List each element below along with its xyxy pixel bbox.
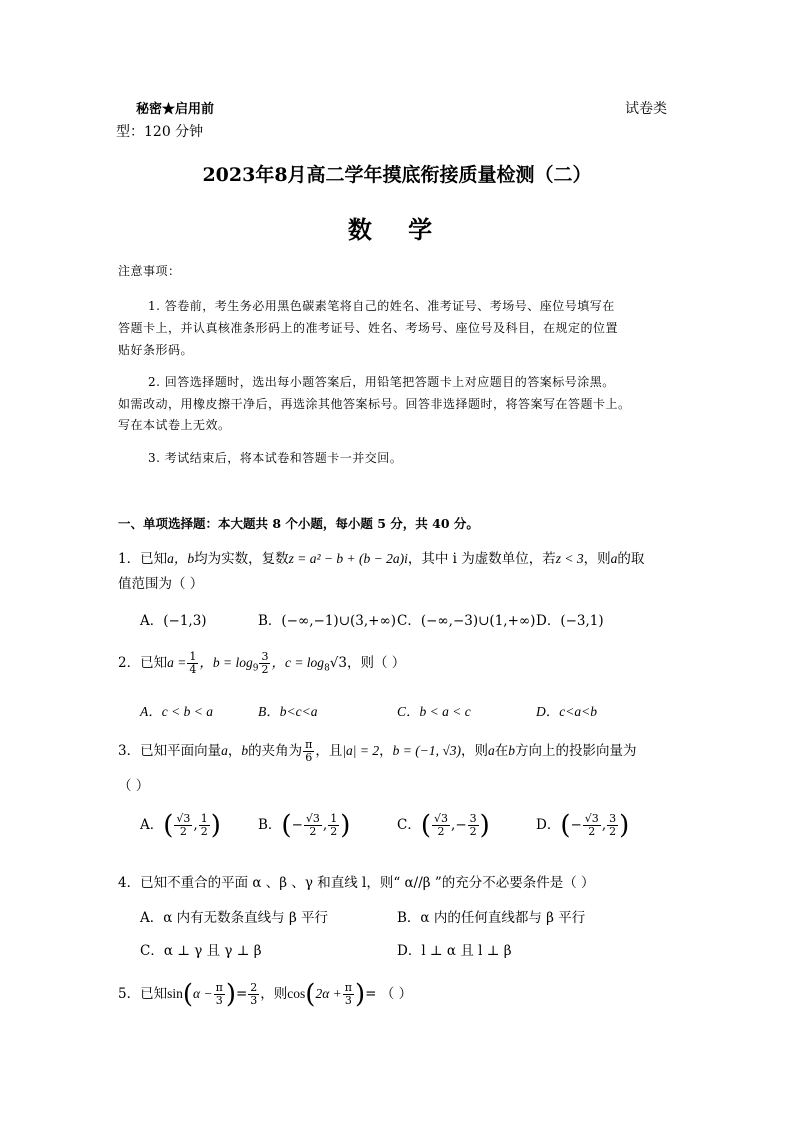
q3-vector-a-2: a bbox=[488, 743, 495, 758]
q1-expr: z = a² − b + (b − 2a)i bbox=[288, 551, 408, 566]
q3-vector-b: b bbox=[241, 743, 249, 758]
q1-var2: a bbox=[610, 551, 618, 566]
q5-arg2: 2α + bbox=[315, 986, 342, 1001]
note-1-line-1: 1. 答卷前，考生务必用黑色碳素笔将自己的姓名、准考证号、考场号、座位号填写在 bbox=[148, 299, 615, 313]
q3-b-value: b = (−1, √3) bbox=[392, 743, 461, 758]
q1-option-a[interactable]: A．(−1,3) bbox=[140, 613, 207, 629]
q5-eq: = bbox=[235, 986, 248, 1002]
q5-pi-fraction-1: $\frac{\pi}{3}$ bbox=[215, 981, 223, 1007]
q2-b-expr: ，b = log bbox=[199, 655, 253, 670]
note-2-line-1: 2. 回答选择题时，选出每小题答案后，用铅笔把答题卡上对应题目的答案标号涂黑。 bbox=[148, 375, 615, 389]
q3-option-c[interactable]: C．( $\frac{√3}{2}$ ,− $\frac{3}{2}$ ) bbox=[397, 810, 490, 841]
q4-option-c[interactable]: C．α ⊥ γ 且 γ ⊥ β bbox=[140, 943, 262, 959]
q1-tail: 的取 bbox=[617, 551, 645, 567]
q1-pre: 1．已知 bbox=[118, 551, 168, 567]
q3-mid2: ，且 bbox=[315, 743, 343, 759]
q4-option-a[interactable]: A．α 内有无数条直线与 β 平行 bbox=[140, 910, 329, 926]
q1-mid3: ，则 bbox=[583, 551, 611, 567]
q5-value-fraction: $\frac{2}{3}$ bbox=[250, 981, 258, 1007]
note-2-line-2: 如需改动，用橡皮擦干净后，再选涂其他答案标号。回答非选择题时，将答案写在答题卡上。 bbox=[118, 397, 631, 411]
q3-norm: |a| = 2 bbox=[342, 743, 380, 758]
q2-a-num: 1 bbox=[189, 650, 197, 663]
q1-mid2: ，其中 i 为虚数单位，若 bbox=[407, 551, 556, 567]
question-5-stem: 5．已知sin(α − $\frac{\pi}{3}$ )= $\frac{2}{3}$ ，则cos(2α + $\frac{\pi}{3}$ )= （ ） bbox=[118, 979, 413, 1010]
note-2-line-3: 写在本试卷上无效。 bbox=[118, 418, 231, 432]
q2-option-a[interactable]: A．c < b < a bbox=[140, 704, 213, 719]
q5-pre: 5．已知 bbox=[118, 986, 168, 1002]
q2-c-base: 8 bbox=[324, 663, 330, 674]
q3-mid4: ，则 bbox=[461, 743, 488, 759]
question-3-stem-line-2: （ ） bbox=[118, 778, 150, 794]
q2-c-arg: √3 bbox=[329, 655, 347, 671]
q5-tail: = （ ） bbox=[365, 986, 413, 1002]
q2-option-d[interactable]: D．c<a<b bbox=[536, 704, 597, 719]
q3-mid3: ， bbox=[379, 743, 393, 759]
question-4-stem: 4．已知不重合的平面 α 、β 、γ 和直线 l，则“ α//β ”的充分不必要条件是（ ） bbox=[118, 875, 595, 891]
q5-arg1: α − bbox=[193, 986, 213, 1001]
q3-vector-b-2: b bbox=[508, 743, 515, 758]
q2-a-den: 4 bbox=[189, 663, 197, 676]
q2-a-fraction bbox=[187, 651, 198, 676]
notes-heading: 注意事项： bbox=[118, 264, 181, 278]
q2-b-fraction bbox=[259, 651, 270, 676]
note-1-line-2: 答题卡上，并认真核准条形码上的准考证号、姓名、考场号、座位号及科目，在规定的位置 bbox=[118, 321, 619, 335]
q2-c-expr: ，c = log bbox=[271, 655, 325, 670]
question-3-stem bbox=[118, 736, 637, 766]
q3-angle-fraction bbox=[303, 739, 314, 764]
q3-mid1: 的夹角为 bbox=[248, 743, 303, 759]
q2-b-den: 2 bbox=[261, 663, 269, 676]
q3-pre: 3．已知平面向量 bbox=[118, 743, 222, 759]
q1-mid1: 均为实数，复数 bbox=[194, 551, 289, 567]
q2-b-base: 9 bbox=[252, 663, 259, 674]
q4-option-b[interactable]: B．α 内的任何直线都与 β 平行 bbox=[397, 910, 586, 926]
question-2-stem bbox=[118, 648, 405, 684]
q1-option-b[interactable]: B．(−∞,−1)∪(3,+∞) bbox=[258, 613, 396, 629]
q5-cos: cos bbox=[287, 986, 306, 1001]
q3-vector-a: a bbox=[221, 743, 228, 758]
question-1-stem bbox=[118, 547, 644, 567]
q3-option-d[interactable]: D．(− $\frac{√3}{2}$ , $\frac{3}{2}$ ) bbox=[536, 810, 630, 841]
question-1-stem-line-2: 值范围为（ ） bbox=[118, 576, 204, 592]
q2-tail: ，则（ ） bbox=[347, 655, 406, 671]
q3-sep: ， bbox=[227, 743, 242, 759]
exam-title: 2023年8月高二学年摸底衔接质量检测（二） bbox=[202, 164, 592, 186]
q3-mid5: 在 bbox=[494, 743, 509, 759]
note-1-line-3: 贴好条形码。 bbox=[118, 343, 194, 357]
note-3-line-1: 3. 考试结束后，将本试卷和答题卡一并交回。 bbox=[148, 451, 403, 465]
q5-mid: ，则 bbox=[260, 986, 288, 1002]
q4-option-d[interactable]: D．l ⊥ α 且 l ⊥ β bbox=[397, 943, 512, 959]
q2-option-b[interactable]: B．b<c<a bbox=[258, 704, 318, 719]
q5-sin: sin bbox=[167, 986, 183, 1001]
q5-pi-fraction-2: $\frac{\pi}{3}$ bbox=[344, 981, 353, 1007]
q1-option-d[interactable]: D．(−3,1) bbox=[536, 613, 604, 629]
q3-angle-den: 6 bbox=[305, 751, 313, 764]
q2-a-lhs: a = bbox=[167, 655, 187, 670]
q2-option-c[interactable]: C．b < a < c bbox=[397, 704, 471, 719]
q1-vars: a，b bbox=[167, 551, 195, 566]
q2-pre: 2．已知 bbox=[118, 655, 168, 671]
q3-angle-num: π bbox=[305, 738, 313, 751]
q3-option-a[interactable]: A．( $\frac{√3}{2}$ , $\frac{1}{2}$ ) bbox=[140, 810, 221, 841]
q3-option-b[interactable]: B．(− $\frac{√3}{2}$ , $\frac{1}{2}$ ) bbox=[258, 810, 351, 841]
q1-cond: z < 3 bbox=[555, 551, 584, 566]
exam-duration: 型：120 分钟 bbox=[116, 124, 204, 140]
section-1-heading: 一、单项选择题：本大题共 8 个小题，每小题 5 分，共 40 分。 bbox=[118, 516, 479, 531]
q2-b-num: 3 bbox=[261, 650, 269, 663]
paper-type-label: 试卷类 bbox=[625, 101, 667, 117]
subject-title: 数 学 bbox=[347, 215, 447, 244]
confidential-label: 秘密★启用前 bbox=[136, 102, 215, 117]
q1-option-c[interactable]: C．(−∞,−3)∪(1,+∞) bbox=[397, 613, 536, 629]
q3-tail: 方向上的投影向量为 bbox=[515, 743, 637, 759]
